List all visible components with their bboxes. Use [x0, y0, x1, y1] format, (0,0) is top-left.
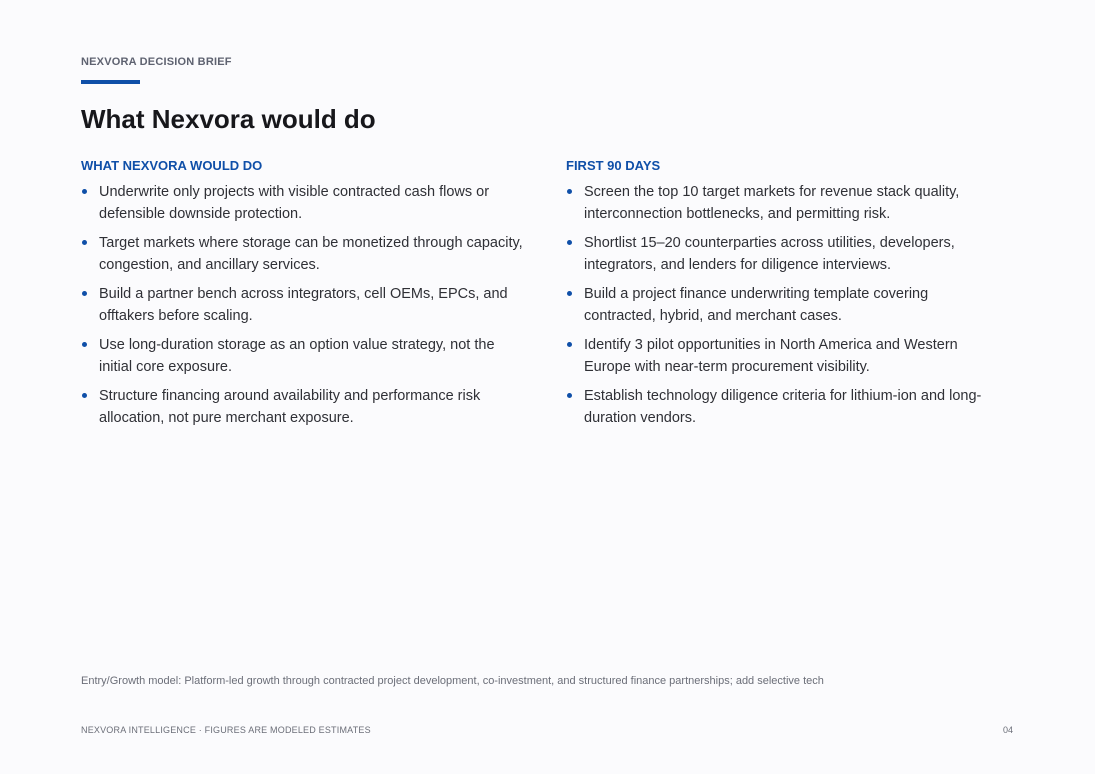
bullet-icon: [82, 189, 87, 194]
list-item-text: Establish technology diligence criteria for lithium-ion and long-duration vendors.: [584, 388, 982, 426]
list-item-text: Identify 3 pilot opportunities in North America and Western Europe with near-term procurement visibility.: [584, 337, 958, 375]
page-title: What Nexvora would do: [81, 104, 376, 134]
bullet-icon: [82, 240, 87, 245]
list-item-text: Use long-duration storage as an option value strategy, not the initial core exposure.: [99, 337, 495, 375]
list-item: [566, 232, 986, 276]
list-item: [566, 334, 986, 378]
bullet-icon: [82, 393, 87, 398]
bullet-icon: [82, 342, 87, 347]
list-item-text: Build a project finance underwriting template covering contracted, hybrid, and merchant cases.: [584, 286, 929, 324]
bullet-icon: [567, 240, 572, 245]
section-heading: WHAT NEXVORA WOULD DO: [81, 158, 263, 173]
list-item-text: Screen the top 10 target markets for revenue stack quality, interconnection bottlenecks, and permitting risk.: [584, 184, 960, 222]
list-item: [81, 334, 531, 378]
first-90-days-section: [566, 158, 986, 436]
list-item: [81, 385, 531, 429]
list-item-text: Shortlist 15–20 counterparties across utilities, developers, integrators, and lenders for diligence interviews.: [584, 235, 955, 273]
bullet-icon: [567, 342, 572, 347]
accent-bar: [81, 80, 140, 84]
bullet-icon: [567, 189, 572, 194]
section-heading: FIRST 90 DAYS: [566, 158, 661, 173]
list-item: [81, 232, 531, 276]
list-item-text: Build a partner bench across integrators, cell OEMs, EPCs, and offtakers before scaling.: [99, 286, 508, 324]
footer-label: NEXVORA INTELLIGENCE · FIGURES ARE MODELED ESTIMATES: [81, 725, 371, 735]
list-item: [81, 181, 531, 225]
entry-growth-model-note: Entry/Growth model: Platform-led growth through contracted project development, co-investment, and structured finance partnerships; add selective tech: [81, 675, 824, 687]
list-item-text: Structure financing around availability and performance risk allocation, not pure merchant exposure.: [99, 388, 481, 426]
list-item-text: Underwrite only projects with visible contracted cash flows or defensible downside protection.: [99, 184, 490, 222]
list-item: [81, 283, 531, 327]
list-item: [566, 283, 986, 327]
recommendations-list: [81, 181, 531, 429]
bullet-icon: [567, 393, 572, 398]
page-number: 04: [1003, 725, 1014, 735]
first-90-days-list: [566, 181, 986, 429]
bullet-icon: [82, 291, 87, 296]
what-nexvora-would-do-section: [81, 158, 531, 436]
list-item: [566, 181, 986, 225]
brief-eyebrow: NEXVORA DECISION BRIEF: [81, 56, 232, 68]
bullet-icon: [567, 291, 572, 296]
list-item: [566, 385, 986, 429]
list-item-text: Target markets where storage can be monetized through capacity, congestion, and ancillary services.: [99, 235, 523, 273]
